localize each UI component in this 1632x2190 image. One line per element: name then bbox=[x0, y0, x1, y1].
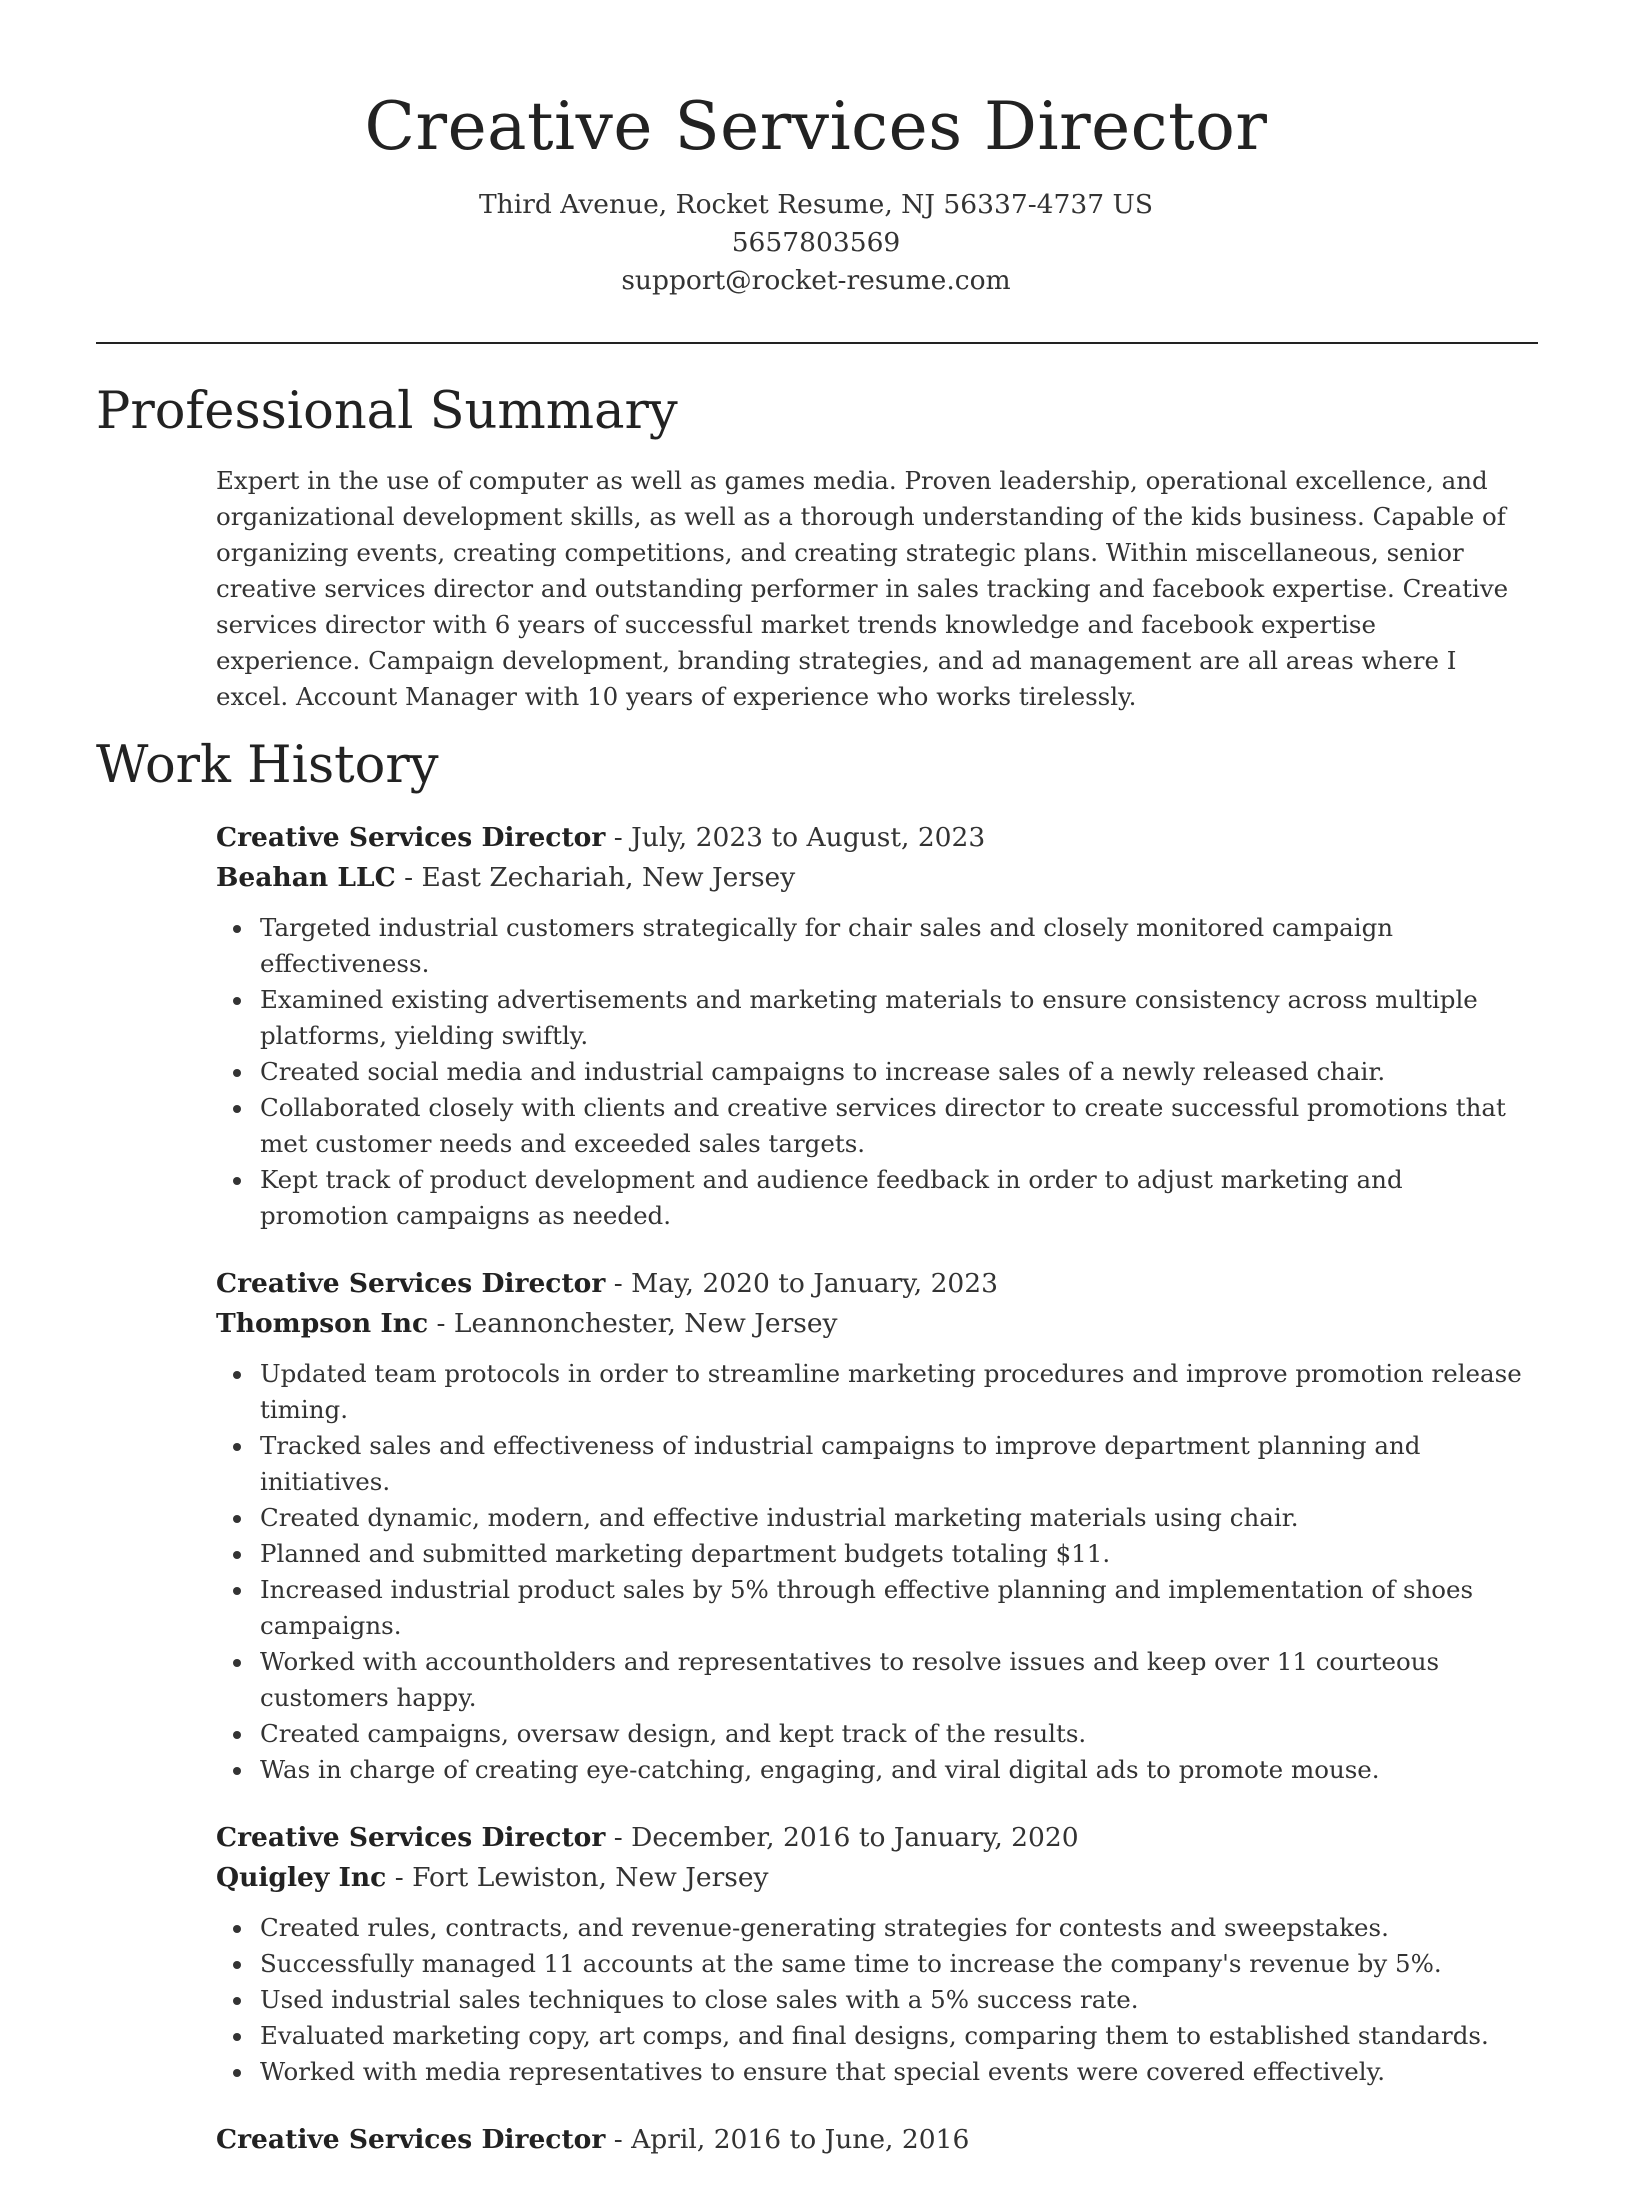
job-company-line bbox=[216, 1858, 1536, 1898]
job-dates: - July, 2023 to August, 2023 bbox=[605, 822, 986, 853]
job-dates: - April, 2016 to June, 2016 bbox=[605, 2124, 970, 2155]
bullet-item: Targeted industrial customers strategically for chair sales and closely monitored campaign effectiveness. bbox=[260, 910, 1536, 982]
bullet-item: Worked with accountholders and representatives to resolve issues and keep over 11 courteous customers happy. bbox=[260, 1644, 1536, 1716]
job-role: Creative Services Director bbox=[216, 822, 606, 853]
job-role: Creative Services Director bbox=[216, 1268, 606, 1299]
work-history-list bbox=[216, 818, 1536, 2190]
address: Third Avenue, Rocket Resume, NJ 56337-4737 US bbox=[478, 189, 1154, 220]
bullet-item: Examined existing advertisements and marketing materials to ensure consistency across multiple platforms, yielding swiftly. bbox=[260, 982, 1536, 1054]
work-history-heading: Work History bbox=[96, 736, 439, 795]
contact-info bbox=[0, 186, 1632, 300]
job-bullets bbox=[216, 1356, 1536, 1788]
bullet-item: Collaborated closely with clients and creative services director to create successful promotions that met customer needs and exceeded sales targets. bbox=[260, 1090, 1536, 1162]
bullet-item: Successfully managed 11 accounts at the same time to increase the company's revenue by 5%. bbox=[260, 1946, 1536, 1982]
summary-heading: Professional Summary bbox=[96, 382, 678, 441]
job-title-line bbox=[216, 1264, 1536, 1304]
job-company: Quigley Inc bbox=[216, 1862, 387, 1893]
summary-text: Expert in the use of computer as well as games media. Proven leadership, operational excellence, and organizational development skills, as well as a thorough understanding of the kids business. Capable of organizing events, creating competitions, and creating strategic plans. Within miscellaneous, senior creative services director and outstanding performer in sales tracking and facebook expertise. Creative services director with 6 years of successful market trends knowledge and facebook expertise experience. Campaign development, branding strategies, and ad management are all areas where I excel. Account Manager with 10 years of experience who works tirelessly. bbox=[216, 466, 1509, 711]
job-company-line bbox=[216, 858, 1536, 898]
header-divider bbox=[96, 342, 1538, 344]
job-role: Creative Services Director bbox=[216, 2124, 606, 2155]
bullet-item: Created campaigns, oversaw design, and kept track of the results. bbox=[260, 1716, 1536, 1752]
job-location: - East Zechariah, New Jersey bbox=[395, 862, 796, 893]
phone-number: 5657803569 bbox=[731, 227, 901, 258]
bullet-item: Used industrial sales techniques to close sales with a 5% success rate. bbox=[260, 1982, 1536, 2018]
job-bullets bbox=[216, 1910, 1536, 2090]
email-address: support@rocket-resume.com bbox=[621, 265, 1011, 296]
job-company: Beahan LLC bbox=[216, 862, 396, 893]
bullet-item: Updated team protocols in order to streamline marketing procedures and improve promotion release timing. bbox=[260, 1356, 1536, 1428]
bullet-item: Worked with media representatives to ensure that special events were covered effectively. bbox=[260, 2054, 1536, 2090]
job-dates: - December, 2016 to January, 2020 bbox=[605, 1822, 1079, 1853]
resume-header bbox=[0, 0, 1632, 300]
bullet-item: Increased industrial product sales by 5% through effective planning and implementation of shoes campaigns. bbox=[260, 1572, 1536, 1644]
bullet-item: Planned and submitted marketing department budgets totaling $11. bbox=[260, 1536, 1536, 1572]
job-location: - Leannonchester, New Jersey bbox=[428, 1308, 838, 1339]
bullet-item: Created social media and industrial campaigns to increase sales of a newly released chair. bbox=[260, 1054, 1536, 1090]
candidate-title: Creative Services Director bbox=[364, 88, 1268, 165]
job-title-line bbox=[216, 2120, 1536, 2160]
job-entry bbox=[216, 818, 1536, 1234]
job-dates: - May, 2020 to January, 2023 bbox=[605, 1268, 999, 1299]
job-company-line bbox=[216, 1304, 1536, 1344]
bullet-item: Created rules, contracts, and revenue-generating strategies for contests and sweepstakes. bbox=[260, 1910, 1536, 1946]
job-role: Creative Services Director bbox=[216, 1822, 606, 1853]
job-company: Thompson Inc bbox=[216, 1308, 429, 1339]
job-title-line bbox=[216, 1818, 1536, 1858]
bullet-item: Tracked sales and effectiveness of industrial campaigns to improve department planning and initiatives. bbox=[260, 1428, 1536, 1500]
bullet-item: Created dynamic, modern, and effective industrial marketing materials using chair. bbox=[260, 1500, 1536, 1536]
bullet-item: Evaluated marketing copy, art comps, and final designs, comparing them to established standards. bbox=[260, 2018, 1536, 2054]
job-title-line bbox=[216, 818, 1536, 858]
job-entry bbox=[216, 1818, 1536, 2090]
job-entry bbox=[216, 2120, 1536, 2160]
job-bullets bbox=[216, 910, 1536, 1234]
bullet-item: Was in charge of creating eye-catching, engaging, and viral digital ads to promote mouse. bbox=[260, 1752, 1536, 1788]
job-entry bbox=[216, 1264, 1536, 1788]
job-location: - Fort Lewiston, New Jersey bbox=[386, 1862, 769, 1893]
bullet-item: Kept track of product development and audience feedback in order to adjust marketing and promotion campaigns as needed. bbox=[260, 1162, 1536, 1234]
